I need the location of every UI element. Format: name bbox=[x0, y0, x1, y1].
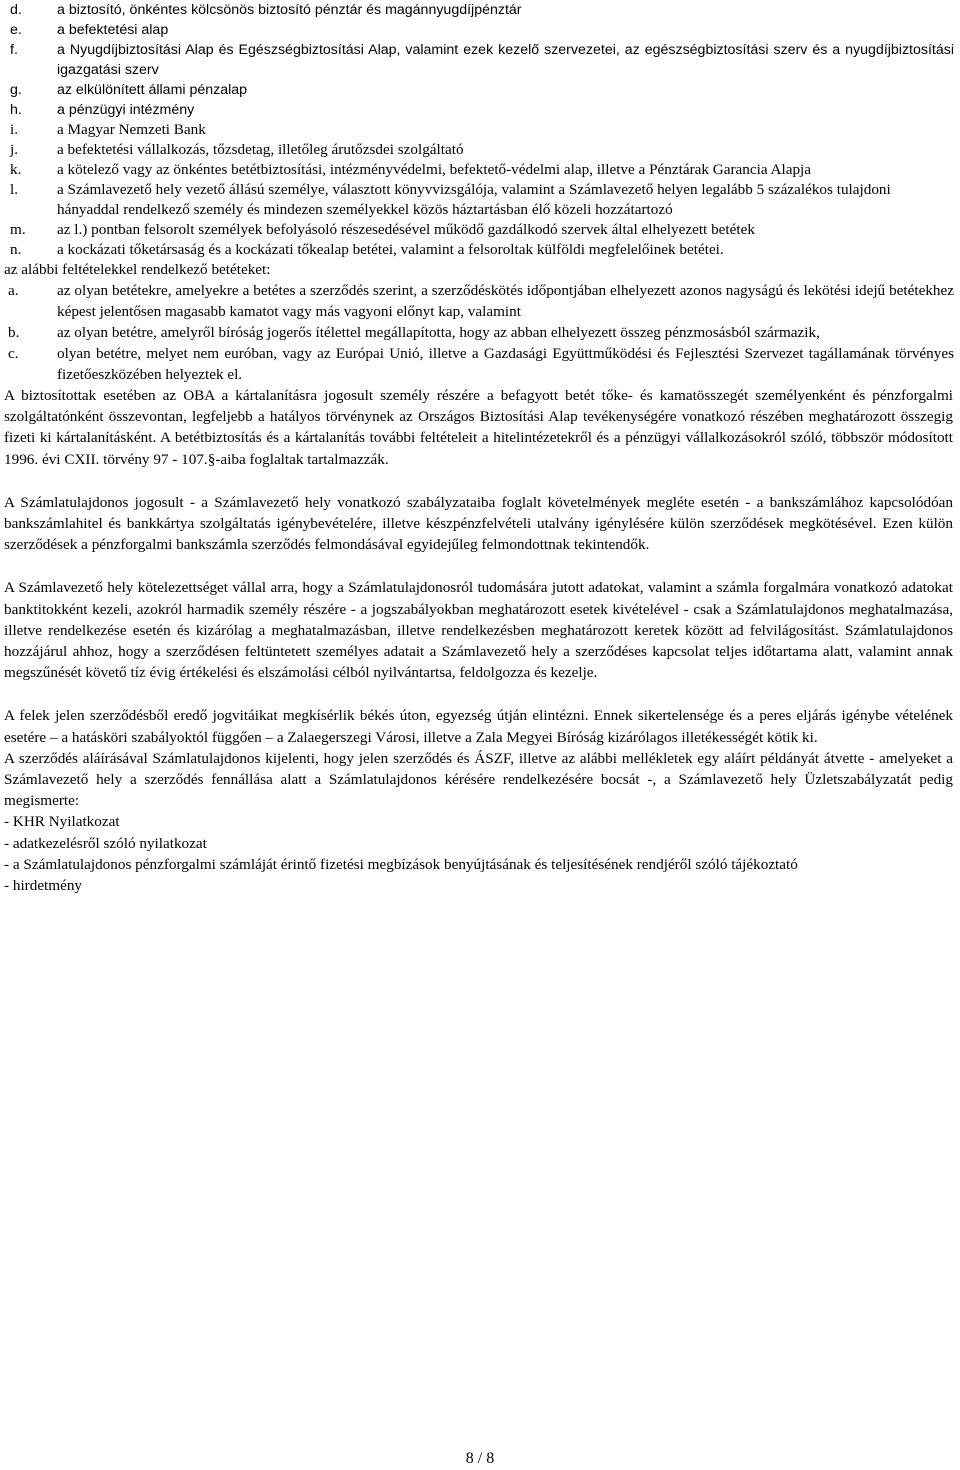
list-marker: f. bbox=[10, 42, 18, 58]
list-item bbox=[0, 180, 960, 220]
list-text: a Magyar Nemzeti Bank bbox=[57, 121, 206, 138]
list-text: a befektetési vállalkozás, tőzsdetag, illetőleg árutőzsdei szolgáltató bbox=[57, 141, 464, 158]
attachment-item: - KHR Nyilatkozat bbox=[4, 813, 120, 831]
list-marker: a. bbox=[8, 282, 19, 299]
list-marker: j. bbox=[10, 141, 19, 158]
list-marker: e. bbox=[10, 22, 22, 38]
list-marker: g. bbox=[10, 82, 22, 98]
paragraph-gap bbox=[0, 470, 960, 492]
paragraph-oba: A biztosítottak esetében az OBA a kártalanításra jogosult személy részére a befagyott betét tőke- és kamatösszegét személyenként és pénzforgalmi szolgáltatónként összevontan, legfeljebb a hatályos törvénynek az Országos Biztosítási Alap tevékenységére vonatkozó részében meghatározott összegig fizeti ki kártalanításként. A betétbiztosítás és a kártalanítás további feltételeit a hitelintézetekről és a pénzügyi vállalkozásokról szóló, többször módosított 1996. évi CXII. törvény 97 - 107.§-aiba foglaltak tartalmazzák. bbox=[4, 387, 953, 468]
list-text: a pénzügyi intézmény bbox=[57, 102, 195, 118]
list-marker: h. bbox=[10, 102, 22, 118]
paragraph-gap bbox=[0, 555, 960, 577]
list-item bbox=[0, 120, 960, 140]
paragraph-bank-secrecy: A Számlavezető hely kötelezettséget vállal arra, hogy a Számlatulajdonosról tudomására jutott adatokat, valamint a számla forgalmára vonatkozó adatokat banktitokként kezeli, azokról harmadik személy részére - a jogszabályokban meghatározott esetek kivételével - csak a Számlatulajdonos meghatalmazása, illetve rendelkezése esetén és kizárólag a meghatalmazásban, illetve rendelkezésben meghatározott keretek között ad felvilágosítást. Számlatulajdonos hozzájárul ahhoz, hogy a szerződésen feltüntetett személyes adatait a Számlavezető hely a szerződéses kapcsolat teljes időtartama alatt, valamint annak megszűnését követő tíz évig értékelési és elszámolási célból nyilvántartsa, feldolgozza és kezelje. bbox=[4, 579, 953, 682]
list-text: olyan betétre, melyet nem euróban, vagy az Európai Unió, illetve a Gazdasági Együttműködési és Fejlesztési Szervezet tagállamának törvényes fizetőeszközében helyeztek el. bbox=[57, 345, 954, 383]
list-text: az l.) pontban felsorolt személyek befolyásoló részesedésével működő gazdálkodó szervek által elhelyezett betétek bbox=[57, 221, 755, 238]
list-item bbox=[0, 0, 960, 20]
list-item bbox=[0, 220, 960, 240]
list-item bbox=[0, 20, 960, 40]
page-number: 8 / 8 bbox=[465, 1450, 495, 1467]
paragraph-disputes: A felek jelen szerződésből eredő jogvitáikat megkísérlik békés úton, egyezség útján elintézni. Ennek sikertelensége és a peres eljárás igénybe vételének esetére – a hatásköri szabályoktól függően – a Zalaegerszegi Városi, illetve a Zala Megyei Bíróság kizárólagos illetékességét kötik ki. bbox=[4, 707, 953, 746]
institution-list-part2 bbox=[0, 120, 960, 260]
list-text: az elkülönített állami pénzalap bbox=[57, 82, 248, 98]
list-marker: m. bbox=[10, 221, 26, 238]
list-marker: i. bbox=[10, 121, 19, 138]
list-text: a Nyugdíjbiztosítási Alap és Egészségbiztosítási Alap, valamint ezek kezelő szervezetei, az egészségbiztosítási szerv és a nyugdíjbiztosítási igazgatási szerv bbox=[57, 42, 954, 78]
list-marker: b. bbox=[8, 324, 20, 341]
attachment-list bbox=[0, 811, 960, 896]
list-item bbox=[0, 160, 960, 180]
list-item bbox=[0, 140, 960, 160]
list-text: a kockázati tőketársaság és a kockázati tőkealap betétei, valamint a felsoroltak külföldi megfelelőinek betétei. bbox=[57, 241, 724, 258]
attachment-item: - adatkezelésről szóló nyilatkozat bbox=[4, 834, 207, 852]
list-item bbox=[0, 280, 960, 322]
attachment-item: - hirdetmény bbox=[4, 877, 83, 895]
list-item bbox=[0, 100, 960, 120]
list-item bbox=[0, 40, 960, 80]
list-item bbox=[0, 80, 960, 100]
list-marker: n. bbox=[10, 241, 22, 258]
list-text: a biztosító, önkéntes kölcsönös biztosító pénztár és magánnyugdíjpénztár bbox=[57, 2, 522, 18]
paragraph-signing: A szerződés aláírásával Számlatulajdonos kijelenti, hogy jelen szerződés és ÁSZF, illetve az alábbi mellékletek egy aláírt példányát átvette - amelyeket a Számlavezető hely a szerződés fennállása alatt a Számlatulajdonos kérésére rendelkezésére bocsát -, a Számlavezető hely Üzletszabályzatát pedig megismerte: bbox=[4, 749, 953, 810]
list-item bbox=[0, 343, 960, 385]
conditions-intro: az alábbi feltételekkel rendelkező betéteket: bbox=[4, 261, 271, 278]
institution-list-part1 bbox=[0, 0, 960, 120]
list-item bbox=[0, 322, 960, 343]
list-text: az olyan betétekre, amelyekre a betétes a szerződés szerint, a szerződéskötés időpontjában elhelyezett azonos nagyságú és lekötési idejű betétekhez képest jelentősen magasabb kamatot vagy más vagyoni előnyt kap, valamint bbox=[57, 282, 954, 320]
paragraph-account-owner-rights: A Számlatulajdonos jogosult - a Számlavezető hely vonatkozó szabályzataiba foglalt követelmények megléte esetén - a bankszámlához kapcsolódóan bankszámlahitel és bankkártya szolgáltatás igénybevételére, illetve készpénzfelvételi utalvány igénylésére külön szerződések megkötésével. Ezen külön szerződések a pénzforgalmi bankszámla szerződés felmondásával egyidejűleg felmondottnak tekintendők. bbox=[4, 493, 953, 554]
paragraph-gap bbox=[0, 683, 960, 705]
attachment-item: - a Számlatulajdonos pénzforgalmi számláját érintő fizetési megbízások benyújtásának és teljesítésének rendjéről szóló tájékoztató bbox=[4, 855, 798, 873]
list-text: a kötelező vagy az önkéntes betétbiztosítási, intézményvédelmi, befektető-védelmi alap, illetve a Pénztárak Garancia Alapja bbox=[57, 161, 811, 178]
list-text: az olyan betétre, amelyről bíróság jogerős ítélettel megállapította, hogy az abban elhelyezett összeg pénzmosásból származik, bbox=[57, 324, 820, 341]
list-marker: d. bbox=[10, 2, 22, 18]
list-marker: l. bbox=[10, 181, 19, 198]
conditions-list bbox=[0, 280, 960, 385]
list-marker: c. bbox=[8, 345, 19, 362]
list-text: a Számlavezető hely vezető állású személye, választott könyvvizsgálója, valamint a Számlavezető helyen legalább 5 százalékos tulajdoni hányaddal rendelkező személy és mindezen személyekkel közös háztartásban élő közeli hozzátartozó bbox=[57, 181, 891, 218]
list-marker: k. bbox=[10, 161, 22, 178]
list-item bbox=[0, 240, 960, 260]
list-text: a befektetési alap bbox=[57, 22, 169, 38]
